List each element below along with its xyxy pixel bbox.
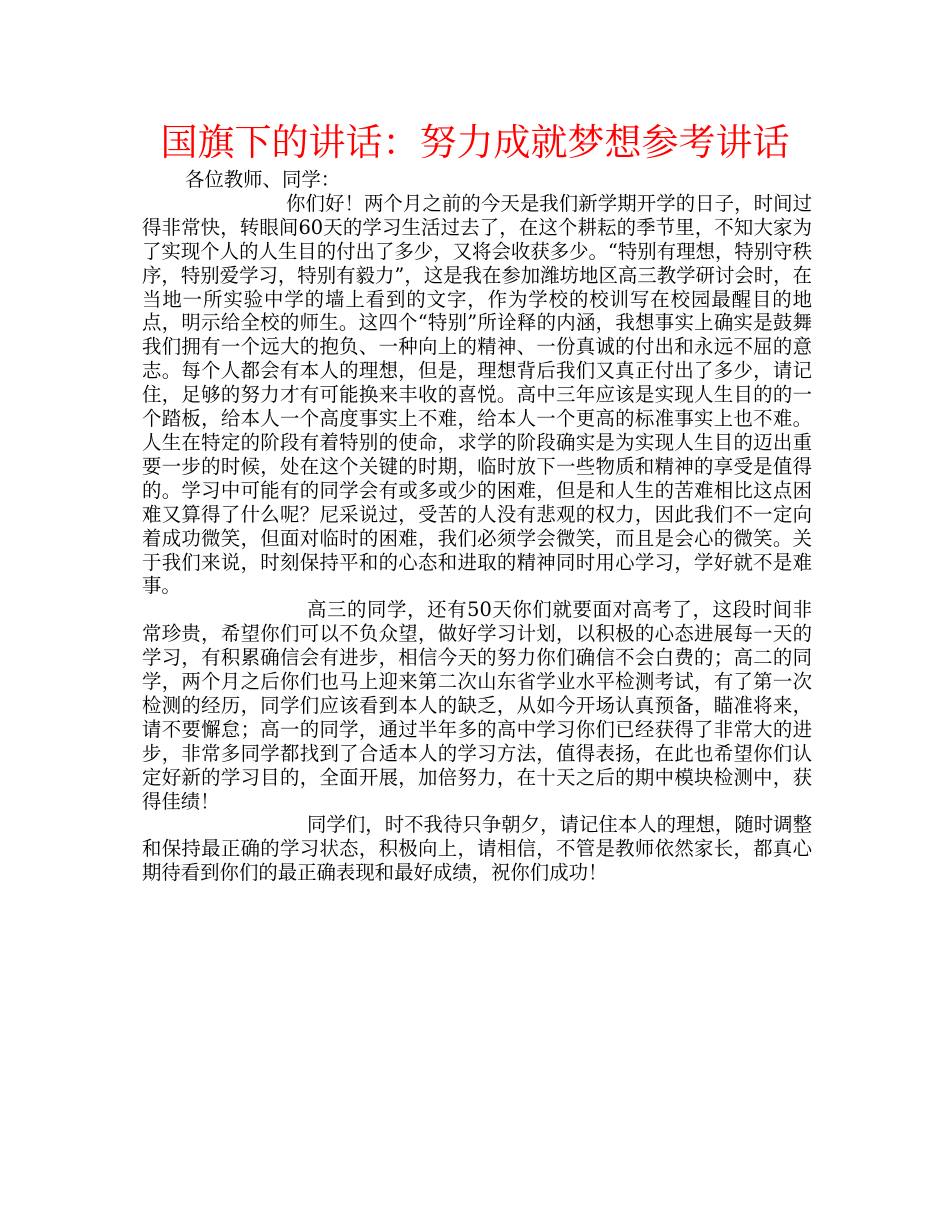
paragraph-2: 高三的同学，还有50天你们就要面对高考了，这段时间非常珍贵，希望你们可以不负众望，做好学习计划，以积极的心态进展每一天的学习，有积累确信会有进步，相信今天的努力你们确信不会白费的；高二的同学，两个月之后你们也马上迎来第二次山东省学业水平检测考试，有了第一次检测的经历，同学们应该看到本人的缺乏，从如今开场认真预备，瞄准将来，请不要懈怠；高一的同学，通过半年多的高中学习你们已经获得了非常大的进步，非常多同学都找到了合适本人的学习方法，值得表扬，在此也希望你们认定好新的学习目的，全面开展，加倍努力，在十天之后的期中模块检测中，获得佳绩！ [142,598,812,813]
document-title: 国旗下的讲话：努力成就梦想参考讲话 [160,121,790,164]
paragraph-3: 同学们，时不我待只争朝夕，请记住本人的理想，随时调整和保持最正确的学习状态，积极向上，请相信，不管是教师依然家长，都真心期待看到你们的最正确表现和最好成绩，祝你们成功！ [142,813,812,885]
paragraph-1: 你们好！两个月之前的今天是我们新学期开学的日子，时间过得非常快，转眼间60天的学习生活过去了，在这个耕耘的季节里，不知大家为了实现个人的人生目的付出了多少，又将会收获多少。“特别有理想，特别守秩序，特别爱学习，特别有毅力”，这是我在参加潍坊地区高三教学研讨会时，在当地一所实验中学的墙上看到的文字，作为学校的校训写在校园最醒目的地点，明示给全校的师生。这四个“特别”所诠释的内涵，我想事实上确实是鼓舞我们拥有一个远大的抱负、一种向上的精神、一份真诚的付出和永远不屈的意志。每个人都会有本人的理想，但是，理想背后我们又真正付出了多少，请记住，足够的努力才有可能换来丰收的喜悦。高中三年应该是实现人生目的的一个踏板，给本人一个高度事实上不难，给本人一个更高的标准事实上也不难。人生在特定的阶段有着特别的使命，求学的阶段确实是为实现人生目的迈出重要一步的时候，处在这个关键的时期，临时放下一些物质和精神的享受是值得的。学习中可能有的同学会有或多或少的困难，但是和人生的苦难相比这点困难又算得了什么呢？尼采说过，受苦的人没有悲观的权力，因此我们不一定向着成功微笑，但面对临时的困难，我们必须学会微笑，而且是会心的微笑。关于我们来说，时刻保持平和的心态和进取的精神同时用心学习，学好就不是难事。 [142,191,812,598]
salutation: 各位教师、同学： [185,168,341,191]
document-body [142,168,812,885]
